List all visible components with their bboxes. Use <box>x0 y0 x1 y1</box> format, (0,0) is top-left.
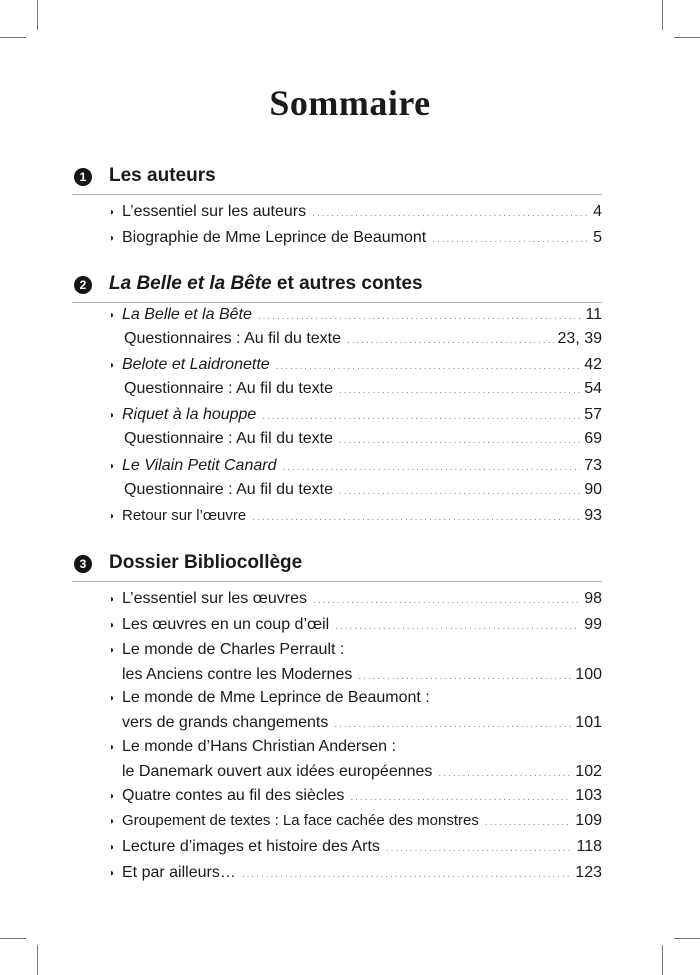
toc-page-number: 100 <box>575 666 602 683</box>
crop-mark <box>674 938 700 939</box>
toc-page-number: 99 <box>584 616 602 633</box>
toc-entry-label: Questionnaires : Au fil du texte <box>124 330 342 347</box>
arrow-bullet-icon: ◗ <box>109 842 116 853</box>
leader-dots <box>339 378 580 403</box>
toc-page-number: 103 <box>575 787 602 804</box>
crop-mark <box>0 37 26 38</box>
leader-dots <box>347 328 554 353</box>
toc-page-number: 93 <box>584 507 602 524</box>
toc-entry-label: Riquet à la houppe <box>122 406 257 423</box>
arrow-bullet-icon: ◗ <box>109 791 116 802</box>
arrow-bullet-icon: ◗ <box>109 207 116 218</box>
toc-entry[interactable] <box>109 834 602 859</box>
toc-entry-label: les Anciens contre les Modernes <box>122 666 353 683</box>
page-title: Sommaire <box>269 83 431 123</box>
toc-page-number: 109 <box>575 812 602 829</box>
toc-entry-label-line1: Le monde de Charles Perrault : <box>122 641 345 658</box>
toc-entry-label: Biographie de Mme Leprince de Beaumont <box>122 229 427 246</box>
section-les-auteurs <box>72 166 602 195</box>
crop-mark <box>662 945 663 975</box>
toc-page-number: 57 <box>584 406 602 423</box>
leader-dots <box>350 785 571 810</box>
toc-entry[interactable] <box>109 402 602 427</box>
arrow-bullet-icon: ◗ <box>109 620 116 631</box>
arrow-bullet-icon: ◗ <box>109 360 116 371</box>
section-dossier-bibliocollege <box>72 553 602 582</box>
toc-entry-label: Les œuvres en un coup d’œil <box>122 616 330 633</box>
toc-page-number: 69 <box>584 430 602 447</box>
toc-page-number: 11 <box>585 306 602 323</box>
toc-entry[interactable] <box>109 302 602 327</box>
toc-entry-label: Groupement de textes : La face cachée des monstres <box>122 812 479 829</box>
crop-mark <box>37 945 38 975</box>
arrow-bullet-icon: ◗ <box>109 233 116 244</box>
toc-entry-label: Questionnaire : Au fil du texte <box>124 430 334 447</box>
toc-entry-label: Questionnaire : Au fil du texte <box>124 481 334 498</box>
toc-page-number: 5 <box>593 229 602 246</box>
toc-page-number: 101 <box>575 714 602 731</box>
section-title-text: Dossier Bibliocollège <box>109 552 303 573</box>
toc-page-number: 90 <box>584 481 602 498</box>
arrow-bullet-icon: ◗ <box>109 594 116 605</box>
section-number-badge: 3 <box>74 555 92 573</box>
toc-entry[interactable] <box>109 685 602 735</box>
toc-entry-label: Retour sur l’œuvre <box>122 507 247 524</box>
arrow-bullet-icon: ◗ <box>109 742 116 753</box>
crop-mark <box>0 938 26 939</box>
section-title <box>109 273 423 295</box>
toc-page-number: 42 <box>584 356 602 373</box>
toc-entry-label: Le Vilain Petit Canard <box>122 457 277 474</box>
section-number-badge: 2 <box>74 276 92 294</box>
section-header <box>72 274 602 303</box>
section-title-text: et autres contes <box>271 273 423 294</box>
toc-entry-label: Lecture d’images et histoire des Arts <box>122 838 380 855</box>
toc-page-number: 4 <box>593 203 602 220</box>
toc-page-number: 102 <box>575 763 602 780</box>
toc-entry-label: L’essentiel sur les auteurs <box>122 203 307 220</box>
toc-entry[interactable] <box>109 783 602 808</box>
toc-entry[interactable] <box>109 352 602 377</box>
toc-entry[interactable] <box>109 612 602 637</box>
leader-dots <box>339 428 580 453</box>
toc-page-number: 54 <box>584 380 602 397</box>
leader-dots <box>432 227 589 252</box>
arrow-bullet-icon: ◗ <box>109 645 116 656</box>
toc-page-number: 73 <box>584 457 602 474</box>
leader-dots <box>335 614 580 639</box>
toc-entry-label: La Belle et la Bête <box>122 306 252 323</box>
toc-entry[interactable] <box>109 477 602 502</box>
toc-page-number: 118 <box>576 838 602 855</box>
toc-entry[interactable] <box>109 225 602 250</box>
leader-dots <box>312 201 589 226</box>
toc-entry[interactable] <box>109 199 602 224</box>
section-number-badge: 1 <box>74 168 92 186</box>
toc-entry[interactable] <box>109 503 602 528</box>
toc-entry-label: Questionnaire : Au fil du texte <box>124 380 334 397</box>
arrow-bullet-icon: ◗ <box>109 410 116 421</box>
crop-mark <box>662 0 663 30</box>
crop-mark <box>37 0 38 30</box>
section-title-italic: La Belle et la Bête <box>109 273 272 294</box>
toc-page-number: 23, 39 <box>557 330 602 347</box>
leader-dots <box>252 505 580 530</box>
section-title <box>109 552 302 574</box>
leader-dots <box>313 588 580 613</box>
toc-entry[interactable] <box>109 453 602 478</box>
leader-dots <box>386 836 573 861</box>
toc-entry-label: vers de grands changements <box>122 714 329 731</box>
leader-dots <box>339 479 580 504</box>
arrow-bullet-icon: ◗ <box>109 816 116 827</box>
toc-entry[interactable] <box>109 860 602 885</box>
toc-entry[interactable] <box>109 586 602 611</box>
section-title-text: Les auteurs <box>109 165 216 186</box>
section-la-belle-et-la-bete <box>72 274 602 303</box>
crop-mark <box>674 37 700 38</box>
section-header <box>72 553 602 582</box>
toc-page-number: 123 <box>575 864 602 881</box>
section-title <box>109 165 216 187</box>
toc-entry[interactable] <box>109 426 602 451</box>
arrow-bullet-icon: ◗ <box>109 511 116 522</box>
arrow-bullet-icon: ◗ <box>109 461 116 472</box>
arrow-bullet-icon: ◗ <box>109 310 116 321</box>
toc-entry-label: Quatre contes au fil des siècles <box>122 787 345 804</box>
toc-page-number: 98 <box>584 590 602 607</box>
section-header <box>72 166 602 195</box>
toc-entry[interactable] <box>109 376 602 401</box>
toc-entry-label: Et par ailleurs… <box>122 864 236 881</box>
toc-entry[interactable] <box>109 734 602 784</box>
toc-entry-label: le Danemark ouvert aux idées européennes <box>122 763 433 780</box>
toc-entry-label-line1: Le monde de Mme Leprince de Beaumont : <box>122 689 430 706</box>
toc-entry-label: L’essentiel sur les œuvres <box>122 590 307 607</box>
toc-entry-label-line1: Le monde d’Hans Christian Andersen : <box>122 738 396 755</box>
toc-entry[interactable] <box>109 326 602 351</box>
leader-dots <box>485 810 571 835</box>
arrow-bullet-icon: ◗ <box>109 693 116 704</box>
toc-entry-label: Belote et Laidronette <box>122 356 270 373</box>
leader-dots <box>242 862 571 887</box>
toc-entry[interactable] <box>109 808 602 833</box>
toc-entry[interactable] <box>109 637 602 687</box>
arrow-bullet-icon: ◗ <box>109 868 116 879</box>
